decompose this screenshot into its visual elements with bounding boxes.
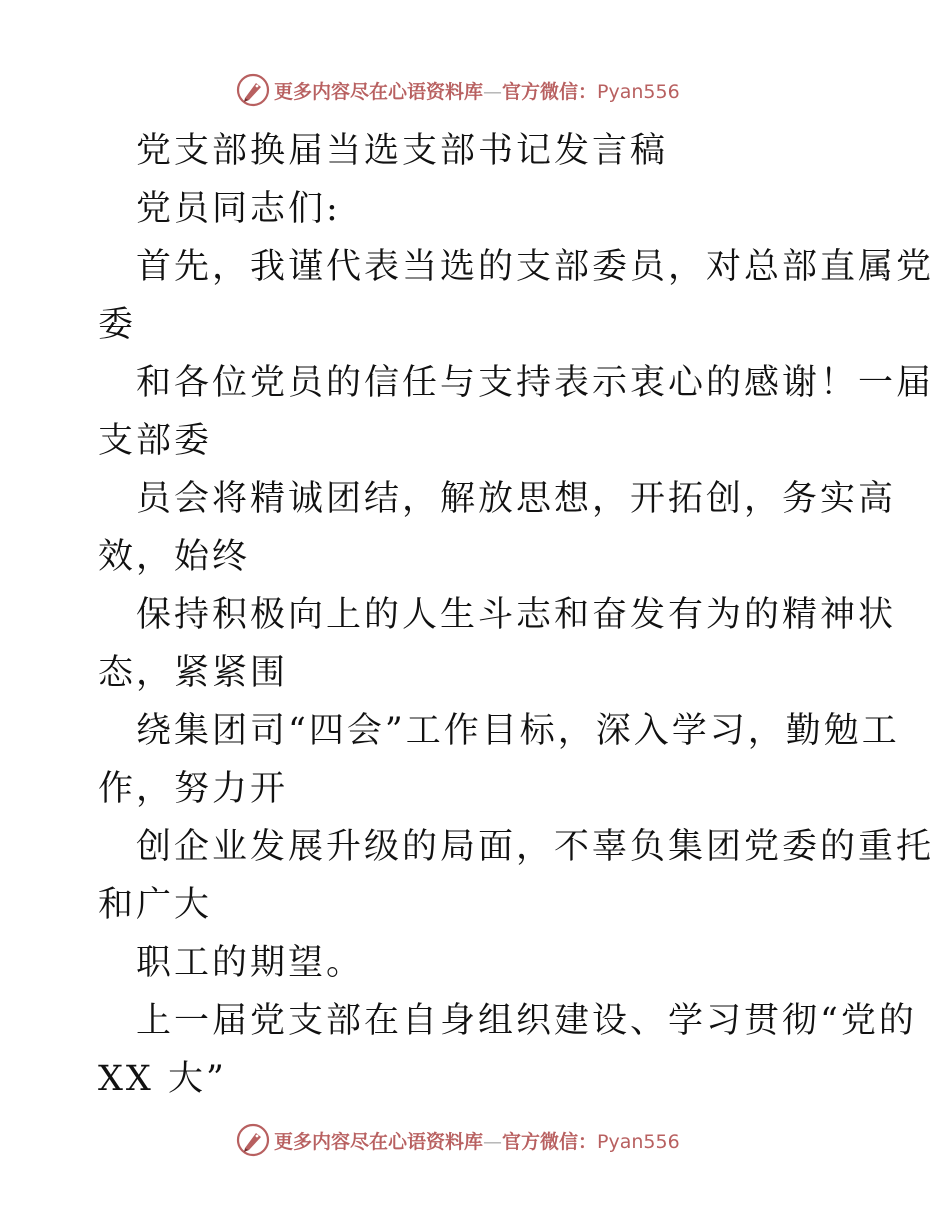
watermark-banner-top: [236, 72, 680, 108]
watermark-lead: 更多内容尽在心语资料库: [274, 80, 484, 103]
watermark-dash: —: [483, 1130, 503, 1153]
paragraph-line: 绕集团司“四会”工作目标，深入学习，勤勉工: [136, 711, 900, 751]
paragraph-line: 员会将精诚团结，解放思想，开拓创，务实高: [136, 479, 897, 519]
paragraph-line: 保持积极向上的人生斗志和奋发有为的精神状: [136, 595, 897, 635]
watermark-wechat-id: Pyan556: [597, 1130, 680, 1153]
paragraph-line: 上一届党支部在自身组织建设、学习贯彻“党的: [136, 1001, 917, 1041]
watermark-text: [274, 1127, 680, 1154]
paragraph-line: 和广大: [98, 885, 213, 925]
paragraph-line: 职工的期望。: [136, 943, 365, 983]
watermark-wechat-id: Pyan556: [597, 80, 680, 103]
paragraph-line: 和各位党员的信任与支持表示衷心的感谢！一届: [136, 363, 935, 403]
pen-nib-logo-icon: [236, 73, 270, 107]
paragraph-line: XX 大”: [98, 1059, 227, 1099]
document-title: 党支部换届当选支部书记发言稿: [136, 131, 669, 171]
paragraph-line: 首先，我谨代表当选的支部委员，对总部直属党: [136, 247, 935, 287]
watermark-tail: 官方微信：: [502, 1130, 598, 1153]
watermark-tail: 官方微信：: [502, 80, 598, 103]
paragraph-line: 创企业发展升级的局面，不辜负集团党委的重托: [136, 827, 935, 867]
watermark-text: [274, 77, 680, 104]
paragraph-line: 作，努力开: [98, 769, 289, 809]
paragraph-line: 态，紧紧围: [98, 653, 289, 693]
paragraph-line: 委: [98, 305, 137, 345]
paragraph-line: 支部委: [98, 421, 213, 461]
pen-nib-logo-icon: [236, 1123, 270, 1157]
watermark-lead: 更多内容尽在心语资料库: [274, 1130, 484, 1153]
watermark-dash: —: [483, 80, 503, 103]
paragraph-line: 效，始终: [98, 537, 251, 577]
document-body: [98, 122, 935, 1108]
salutation: 党员同志们:: [136, 189, 341, 229]
watermark-banner-bottom: [236, 1122, 680, 1158]
